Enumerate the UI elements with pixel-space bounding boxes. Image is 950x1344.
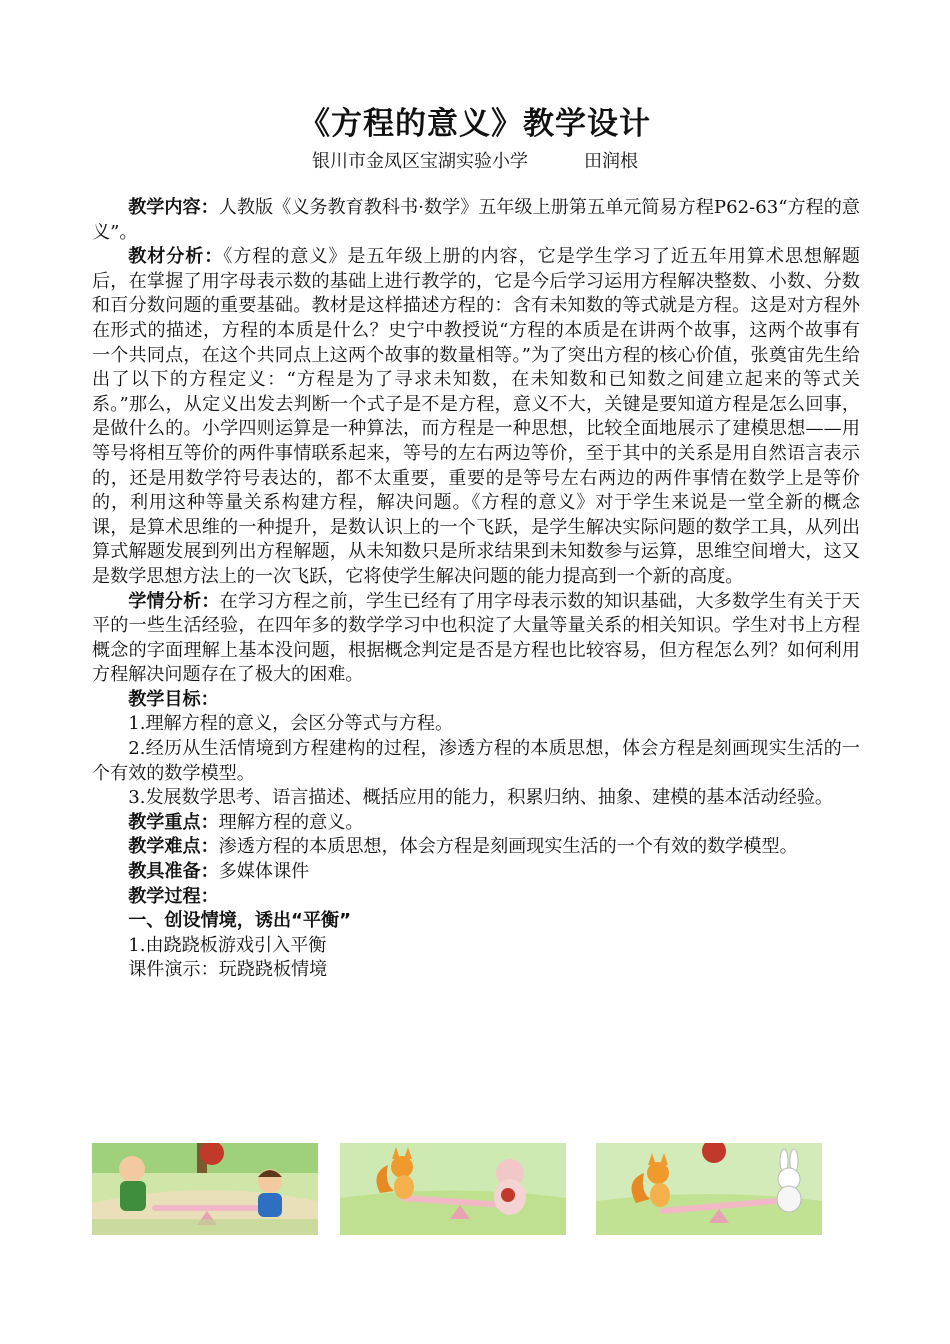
author-school: 银川市金凤区宝湖实验小学 bbox=[312, 151, 528, 172]
material-analysis-paragraph bbox=[92, 245, 860, 589]
goal-item: 1.理解方程的意义，会区分等式与方程。 bbox=[128, 713, 454, 735]
illustration-row bbox=[92, 1143, 860, 1235]
goal-item: 3.发展数学思考、语言描述、概括应用的能力，积累归纳、抽象、建模的基本活动经验。 bbox=[128, 787, 834, 809]
teaching-key-paragraph bbox=[92, 811, 860, 836]
teaching-process-heading: 教学过程： bbox=[128, 885, 219, 907]
seesaw-squirrel-pig-illustration-icon bbox=[340, 1143, 566, 1235]
page-title: 《方程的意义》教学设计 bbox=[299, 106, 651, 142]
document-body bbox=[92, 196, 860, 983]
author-name: 田润根 bbox=[584, 151, 638, 172]
seesaw-children-illustration-icon bbox=[92, 1143, 318, 1235]
goal-item: 2.经历从生活情境到方程建构的过程，渗透方程的本质思想，体会方程是刻画现实生活的一个有效的数学模型。 bbox=[92, 738, 860, 784]
teaching-difficulty-paragraph bbox=[92, 835, 860, 860]
teaching-tools-label: 教具准备： bbox=[128, 861, 219, 883]
teaching-content-text: 人教版《义务教育教科书·数学》五年级上册第五单元简易方程P62-63“方程的意义”。 bbox=[92, 197, 860, 243]
teaching-difficulty-text: 渗透方程的本质思想，体会方程是刻画现实生活的一个有效的数学模型。 bbox=[218, 836, 798, 858]
step1-item: 1.由跷跷板游戏引入平衡 bbox=[128, 934, 327, 956]
teaching-content-paragraph bbox=[92, 196, 860, 245]
teaching-tools-text: 多媒体课件 bbox=[218, 861, 310, 883]
seesaw-squirrel-rabbit-illustration-icon bbox=[596, 1143, 822, 1235]
teaching-key-label: 教学重点： bbox=[128, 811, 219, 833]
teaching-content-label: 教学内容： bbox=[128, 197, 219, 218]
teaching-tools-paragraph bbox=[92, 860, 860, 885]
teaching-difficulty-label: 教学难点： bbox=[128, 836, 219, 858]
author-line bbox=[0, 150, 950, 174]
student-analysis-paragraph bbox=[92, 590, 860, 688]
teaching-key-text: 理解方程的意义。 bbox=[218, 811, 364, 833]
teaching-goals-heading: 教学目标： bbox=[128, 688, 219, 710]
student-analysis-text: 在学习方程之前，学生已经有了用字母表示数的知识基础，大多数学生有关于天平的一些生活经验，在四年多的数学学习中也积淀了大量等量关系的相关知识。学生对书上方程概念的字面理解上基本没问题，根据概念判定是否是方程也比较容易，但方程怎么列？如何利用方程解决问题存在了极大的困难。 bbox=[92, 590, 860, 686]
material-analysis-label: 教材分析： bbox=[128, 246, 224, 268]
student-analysis-label: 学情分析： bbox=[128, 590, 220, 612]
step1-demo: 课件演示：玩跷跷板情境 bbox=[128, 959, 328, 981]
step1-heading: 一、创设情境，诱出“平衡” bbox=[128, 910, 352, 932]
material-analysis-text: 《方程的意义》是五年级上册的内容，它是学生学习了近五年用算术思想解题后，在掌握了用字母表示数的基础上进行教学的，它是今后学习运用方程解决整数、小数、分数和百分数问题的重要基础。教材是这样描述方程的：含有未知数的等式就是方程。这是对方程外在形式的描述，方程的本质是什么？史宁中教授说“方程的本质是在讲两个故事，这两个故事有一个共同点，在这个共同点上这两个故事的数量相等。”为了突出方程的核心价值，张奠宙先生给出了以下的方程定义：“方程是为了寻求未知数，在未知数和已知数之间建立起来的等式关系。”那么，从定义出发去判断一个式子是不是方程，意义不大，关键是要知道方程是怎么回事，是做什么的。小学四则运算是一种算法，而方程是一种思想，比较全面地展示了建模思想——用等号将相互等价的两件事情联系起来，等号的左右两边等价，至于其中的关系是用自然语言表示的，还是用数学符号表达的，都不太重要，重要的是等号左右两边的两件事情在数学上是等价的，利用这种等量关系构建方程，解决问题。《方程的意义》对于学生来说是一堂全新的概念课，是算术思维的一种提升，是数认识上的一个飞跃，是学生解决实际问题的数学工具，从列出算式解题发展到列出方程解题，从未知数只是所求结果到未知数参与运算，思维空间增大，这又是数学思想方法上的一次飞跃，它将使学生解决问题的能力提高到一个新的高度。 bbox=[92, 246, 860, 587]
